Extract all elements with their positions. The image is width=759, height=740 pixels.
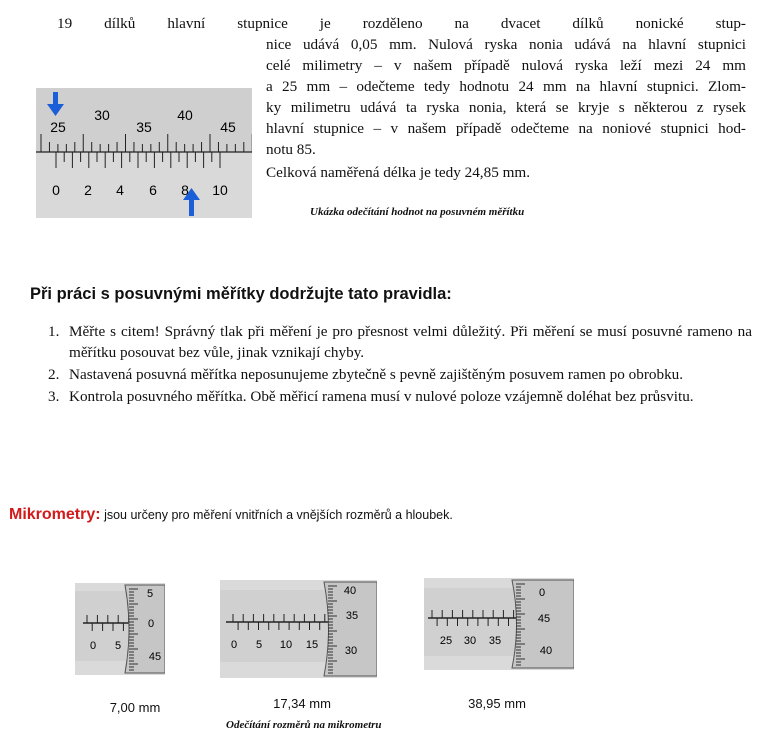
rule-item [44, 386, 752, 407]
sleeve-label: 5 [255, 639, 263, 651]
thimble-label: 0 [538, 587, 546, 599]
rule-text: Kontrola posuvného měřítka. Obě měřicí ramena musí v nulové poloze vzájemně doléhat bez průsvitu. [69, 388, 694, 405]
vernier-label: 6 [149, 182, 157, 198]
vernier-caption: Ukázka odečítání hodnot na posuvném měřítku [310, 206, 525, 218]
vernier-label: 8 [181, 182, 189, 198]
vernier-scale-figure [36, 88, 252, 218]
sleeve-label: 30 [463, 635, 477, 647]
vernier-label: 4 [116, 182, 124, 198]
thimble-label: 40 [539, 645, 553, 657]
rule-item [44, 364, 752, 385]
thimble-label: 40 [343, 585, 357, 597]
paragraph-line: 19 dílků hlavní stupnice je rozděleno na dvacet dílků nonické stup- [57, 15, 746, 32]
vernier-label: 10 [212, 182, 228, 198]
thimble-label: 45 [537, 613, 551, 625]
micrometer-figure [424, 578, 574, 670]
main-scale-label: 45 [220, 119, 236, 135]
sleeve-label: 15 [305, 639, 319, 651]
paragraph-line: nice udává 0,05 mm. Nulová ryska nonia udává na hlavní stupnici [266, 36, 746, 53]
paragraph-line: a 25 mm – odečteme tedy hodnotu 24 mm na hlavní stupnici. Zlom- [266, 78, 746, 95]
paragraph-line: ky milimetru udává ta ryska nonia, která se kryje s některou z rysek [266, 99, 746, 116]
main-scale-label: 25 [50, 119, 66, 135]
total-length-line: Celková naměřená délka je tedy 24,85 mm. [266, 164, 531, 181]
micrometer-reading: 7,00 mm [109, 700, 161, 715]
thimble-label: 0 [147, 618, 155, 630]
thimble-label: 5 [146, 588, 154, 600]
main-scale-label: 35 [136, 119, 152, 135]
main-scale-label: 40 [177, 107, 193, 123]
micrometers-description: jsou určeny pro měření vnitřních a vnějších rozměrů a hloubek. [104, 508, 453, 522]
vernier-label: 2 [84, 182, 92, 198]
micrometers-heading: Mikrometry: [9, 506, 101, 523]
rule-text: Nastavená posuvná měřítka neposunujeme zbytečně s pevně zajištěným posuvem ramen po obrobku. [69, 366, 684, 383]
rule-item [44, 321, 752, 363]
micrometer-reading: 17,34 mm [273, 696, 331, 711]
micrometer-caption: Odečítání rozměrů na mikrometru [226, 719, 382, 731]
sleeve-label: 35 [488, 635, 502, 647]
thimble-label: 30 [344, 645, 358, 657]
main-scale-label: 30 [94, 107, 110, 123]
rule-number: 2. [48, 366, 60, 383]
vernier-label: 0 [52, 182, 60, 198]
micrometer-sleeve [75, 591, 133, 661]
rule-number: 3. [48, 388, 60, 405]
rule-number: 1. [48, 323, 60, 340]
rules-list [44, 321, 752, 408]
sleeve-label: 0 [230, 639, 238, 651]
rules-title: Při práci s posuvnými měřítky dodržujte tato pravidla: [30, 285, 452, 303]
paragraph-line: celé milimetry – v našem případě nulová ryska leží mezi 24 mm [266, 57, 746, 74]
paragraph-line: hlavní stupnice – v našem případě odečteme na noniové stupnici hod- [266, 120, 746, 137]
rule-text: Měřte s citem! Správný tlak při měření je pro přesnost velmi důležitý. Při měření se musí posuvné rameno na měřítku posouvat bez vůle, jinak vznikají chyby. [69, 323, 752, 361]
thimble-label: 35 [345, 610, 359, 622]
sleeve-label: 10 [279, 639, 293, 651]
thimble-label: 45 [148, 651, 162, 663]
sleeve-label: 0 [89, 640, 97, 652]
sleeve-label: 25 [439, 635, 453, 647]
micrometer-sleeve [220, 590, 335, 662]
micrometers-line [9, 506, 453, 524]
micrometer-figure [75, 583, 165, 675]
micrometer-reading: 38,95 mm [468, 696, 526, 711]
micrometer-figure [220, 580, 377, 678]
sleeve-label: 5 [114, 640, 122, 652]
paragraph-line: notu 85. [266, 141, 316, 158]
